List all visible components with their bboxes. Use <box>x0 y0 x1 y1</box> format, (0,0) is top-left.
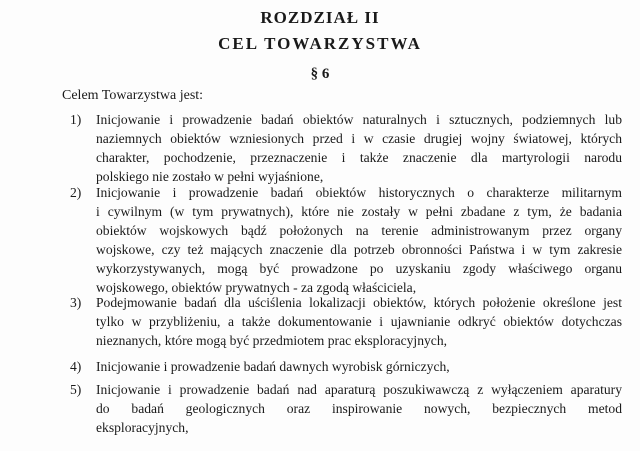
list-item-line: Inicjowanie i prowadzenie badań nad aparaturą poszukiwawczą z wyłączeniem aparatury <box>96 382 622 397</box>
list-item-line: i cywilnym (w tym prywatnych), które nie zostały w pełni zbadane z tym, że badania <box>96 204 622 219</box>
list-item-line: polskiego nie zostało w pełni wyjaśnione, <box>96 169 324 184</box>
list-item-number: 1) <box>70 112 82 127</box>
list-item-3 <box>70 293 622 350</box>
list-item-line: wojskowe, czy też mających znaczenie dla potrzeb obronności Państwa i w tym zakresie <box>96 242 622 257</box>
list-item-line: do badań geologicznych oraz inspirowanie nowych, bezpiecznych metod <box>96 401 622 416</box>
list-item-4 <box>70 357 622 376</box>
list-item-line: nieznanych, które mogą być przedmiotem prac eksploracyjnych, <box>96 333 448 348</box>
list-item-number: 4) <box>70 359 82 374</box>
list-item-line: tylko w przybliżeniu, a także dokumentowanie i ujawnianie odkryć obiektów dotychczas <box>96 314 622 329</box>
list-item-line: Inicjowanie i prowadzenie badań dawnych wyrobisk górniczych, <box>96 359 450 374</box>
list-item-2 <box>70 183 622 297</box>
list-item-1 <box>70 110 622 186</box>
section-mark: § 6 <box>310 66 330 82</box>
chapter-title: CEL TOWARZYSTWA <box>218 34 422 53</box>
list-item-line: Inicjowanie i prowadzenie badań obiektów naturalnych i sztucznych, podziemnych lub <box>96 112 622 127</box>
list-item-line: wojskowego, obiektów prywatnych - za zgodą właściciela, <box>96 280 417 295</box>
chapter-heading: ROZDZIAŁ II <box>260 8 380 27</box>
list-item-line: obiektów wojskowych bądź położonych na terenie administrowanym przez organy <box>96 223 622 238</box>
list-item-line: Inicjowanie i prowadzenie badań obiektów historycznych o charakterze militarnym <box>96 185 622 200</box>
list-item-line: eksploracyjnych, <box>96 420 189 435</box>
list-item-line: charakter, pochodzenie, przeznaczenie i także znaczenie dla martyrologii narodu <box>96 150 622 165</box>
list-item-number: 2) <box>70 185 82 200</box>
list-item-line: Podejmowanie badań dla uściślenia lokalizacji obiektów, których położenie określone jest <box>96 295 622 310</box>
list-item-line: naziemnych obiektów wzniesionych przed i w czasie drugiej wojny światowej, których <box>96 131 622 146</box>
list-item-number: 5) <box>70 382 82 397</box>
list-item-5 <box>70 380 622 437</box>
list-item-number: 3) <box>70 295 82 310</box>
list-item-line: wykorzystywanych, mogą być prowadzone po uzyskaniu zgody właściwego organu <box>96 261 622 276</box>
intro-text: Celem Towarzystwa jest: <box>62 88 204 103</box>
